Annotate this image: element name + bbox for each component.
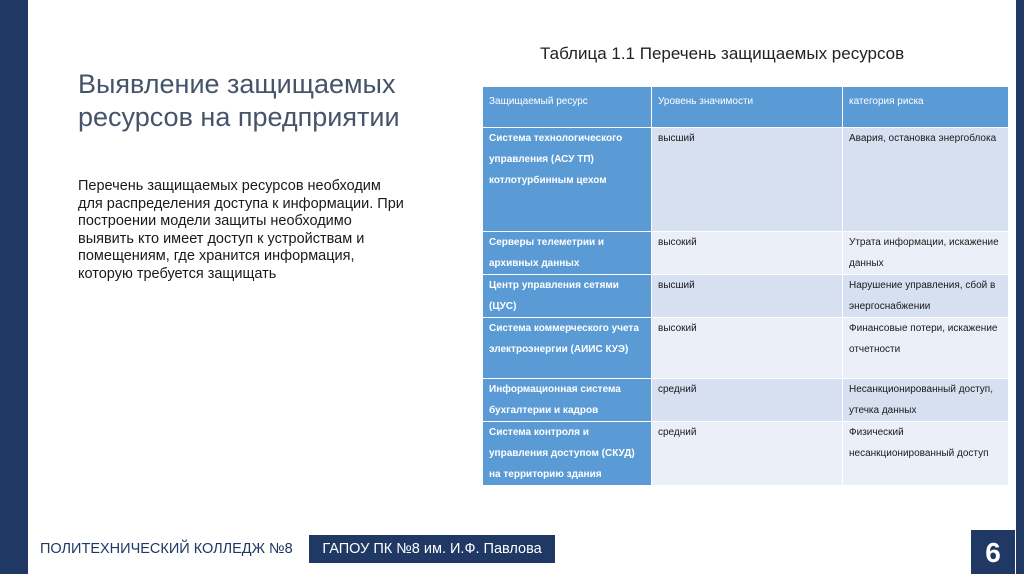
table-row: [483, 379, 1009, 422]
header-level: Уровень значимости: [652, 87, 843, 128]
right-accent-bar: [1016, 0, 1024, 574]
resources-table: [482, 86, 1009, 486]
cell-level: высший: [652, 275, 843, 318]
cell-level: высший: [652, 128, 843, 232]
cell-level: средний: [652, 379, 843, 422]
cell-level: средний: [652, 422, 843, 486]
header-risk: категория риска: [843, 87, 1009, 128]
table-row: [483, 275, 1009, 318]
cell-resource: Информационная система бухгалтерии и кадров: [483, 379, 652, 422]
table-row: [483, 128, 1009, 232]
cell-level: высокий: [652, 318, 843, 379]
page-number: 6: [971, 530, 1015, 574]
footer-organization: ГАПОУ ПК №8 им. И.Ф. Павлова: [309, 535, 555, 563]
cell-resource: Система технологического управления (АСУ ТП) котлотурбинным цехом: [483, 128, 652, 232]
cell-risk: Физический несанкционированный доступ: [843, 422, 1009, 486]
table-row: [483, 318, 1009, 379]
table-row: [483, 422, 1009, 486]
slide-body-text: Перечень защищаемых ресурсов необходим для распределения доступа к информации. При построении модели защиты необходимо выявить кто имеет доступ к устройствам и помещениям, где хранится информация, которую требуется защищать: [78, 178, 404, 282]
cell-resource: Серверы телеметрии и архивных данных: [483, 232, 652, 275]
slide-title: Выявление защищаемых ресурсов на предприятии: [78, 69, 400, 132]
cell-risk: Утрата информации, искажение данных: [843, 232, 1009, 275]
table-header-row: [483, 87, 1009, 128]
table-row: [483, 232, 1009, 275]
cell-resource: Центр управления сетями (ЦУС): [483, 275, 652, 318]
cell-level: высокий: [652, 232, 843, 275]
footer-college-name: ПОЛИТЕХНИЧЕСКИЙ КОЛЛЕДЖ №8: [40, 541, 293, 557]
cell-risk: Финансовые потери, искажение отчетности: [843, 318, 1009, 379]
left-accent-bar: [0, 0, 28, 574]
cell-resource: Система контроля и управления доступом (СКУД) на территорию здания: [483, 422, 652, 486]
cell-resource: Система коммерческого учета электроэнергии (АИИС КУЭ): [483, 318, 652, 379]
cell-risk: Несанкционированный доступ, утечка данных: [843, 379, 1009, 422]
table-caption: Таблица 1.1 Перечень защищаемых ресурсов: [540, 44, 905, 63]
cell-risk: Нарушение управления, сбой в энергоснабжении: [843, 275, 1009, 318]
cell-risk: Авария, остановка энергоблока: [843, 128, 1009, 232]
header-resource: Защищаемый ресурс: [483, 87, 652, 128]
